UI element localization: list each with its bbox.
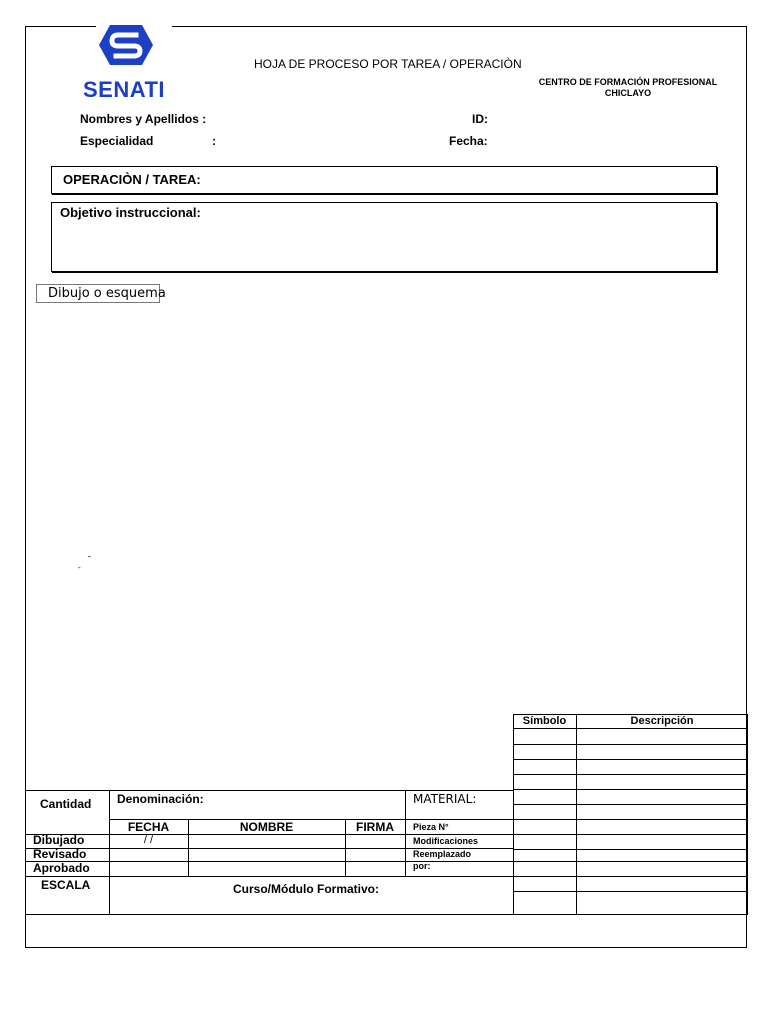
cantidad-label: Cantidad <box>40 797 92 811</box>
escala-label: ESCALA <box>41 878 91 892</box>
nombre-header: NOMBRE <box>239 820 294 834</box>
firma-header: FIRMA <box>356 820 394 834</box>
senati-logo-icon <box>98 24 154 66</box>
modificaciones-label: Modificaciones <box>413 836 479 846</box>
aprobado-label: Aprobado <box>33 861 90 875</box>
drawing-area[interactable] <box>30 306 742 711</box>
center-line-1: CENTRO DE FORMACIÓN PROFESIONAL <box>538 77 718 87</box>
stray-mark-2: - <box>78 563 81 572</box>
objective-label: Objetivo instruccional: <box>60 205 201 220</box>
dibujado-label: Dibujado <box>33 833 85 847</box>
pieza-label: Pieza N° <box>413 822 449 832</box>
por-label: por: <box>413 861 431 871</box>
id-label: ID: <box>472 112 488 126</box>
specialty-colon: : <box>212 134 216 148</box>
reemplazado-label: Reemplazado <box>413 849 472 859</box>
specialty-label: Especialidad <box>80 134 154 148</box>
drawing-label: Dibujo o esquema <box>48 286 166 301</box>
revisado-label: Revisado <box>33 847 87 861</box>
denominacion-label: Denominación: <box>117 792 204 806</box>
operation-label: OPERACIÒN / TAREA: <box>63 172 201 187</box>
date-label: Fecha: <box>449 134 488 148</box>
symbol-header: Símbolo <box>522 715 567 727</box>
center-line-2: CHICLAYO <box>604 88 652 98</box>
stray-mark-1: ˜ <box>88 555 91 564</box>
name-label: Nombres y Apellidos : <box>80 112 207 126</box>
date-placeholder[interactable]: / / <box>143 834 154 846</box>
fecha-header: FECHA <box>127 820 170 834</box>
material-label: MATERIAL: <box>413 792 477 806</box>
description-header: Descripción <box>630 715 694 727</box>
curso-label: Curso/Módulo Formativo: <box>233 882 379 896</box>
page-title: HOJA DE PROCESO POR TAREA / OPERACIÒN <box>254 57 522 71</box>
logo-text: SENATI <box>83 77 166 102</box>
